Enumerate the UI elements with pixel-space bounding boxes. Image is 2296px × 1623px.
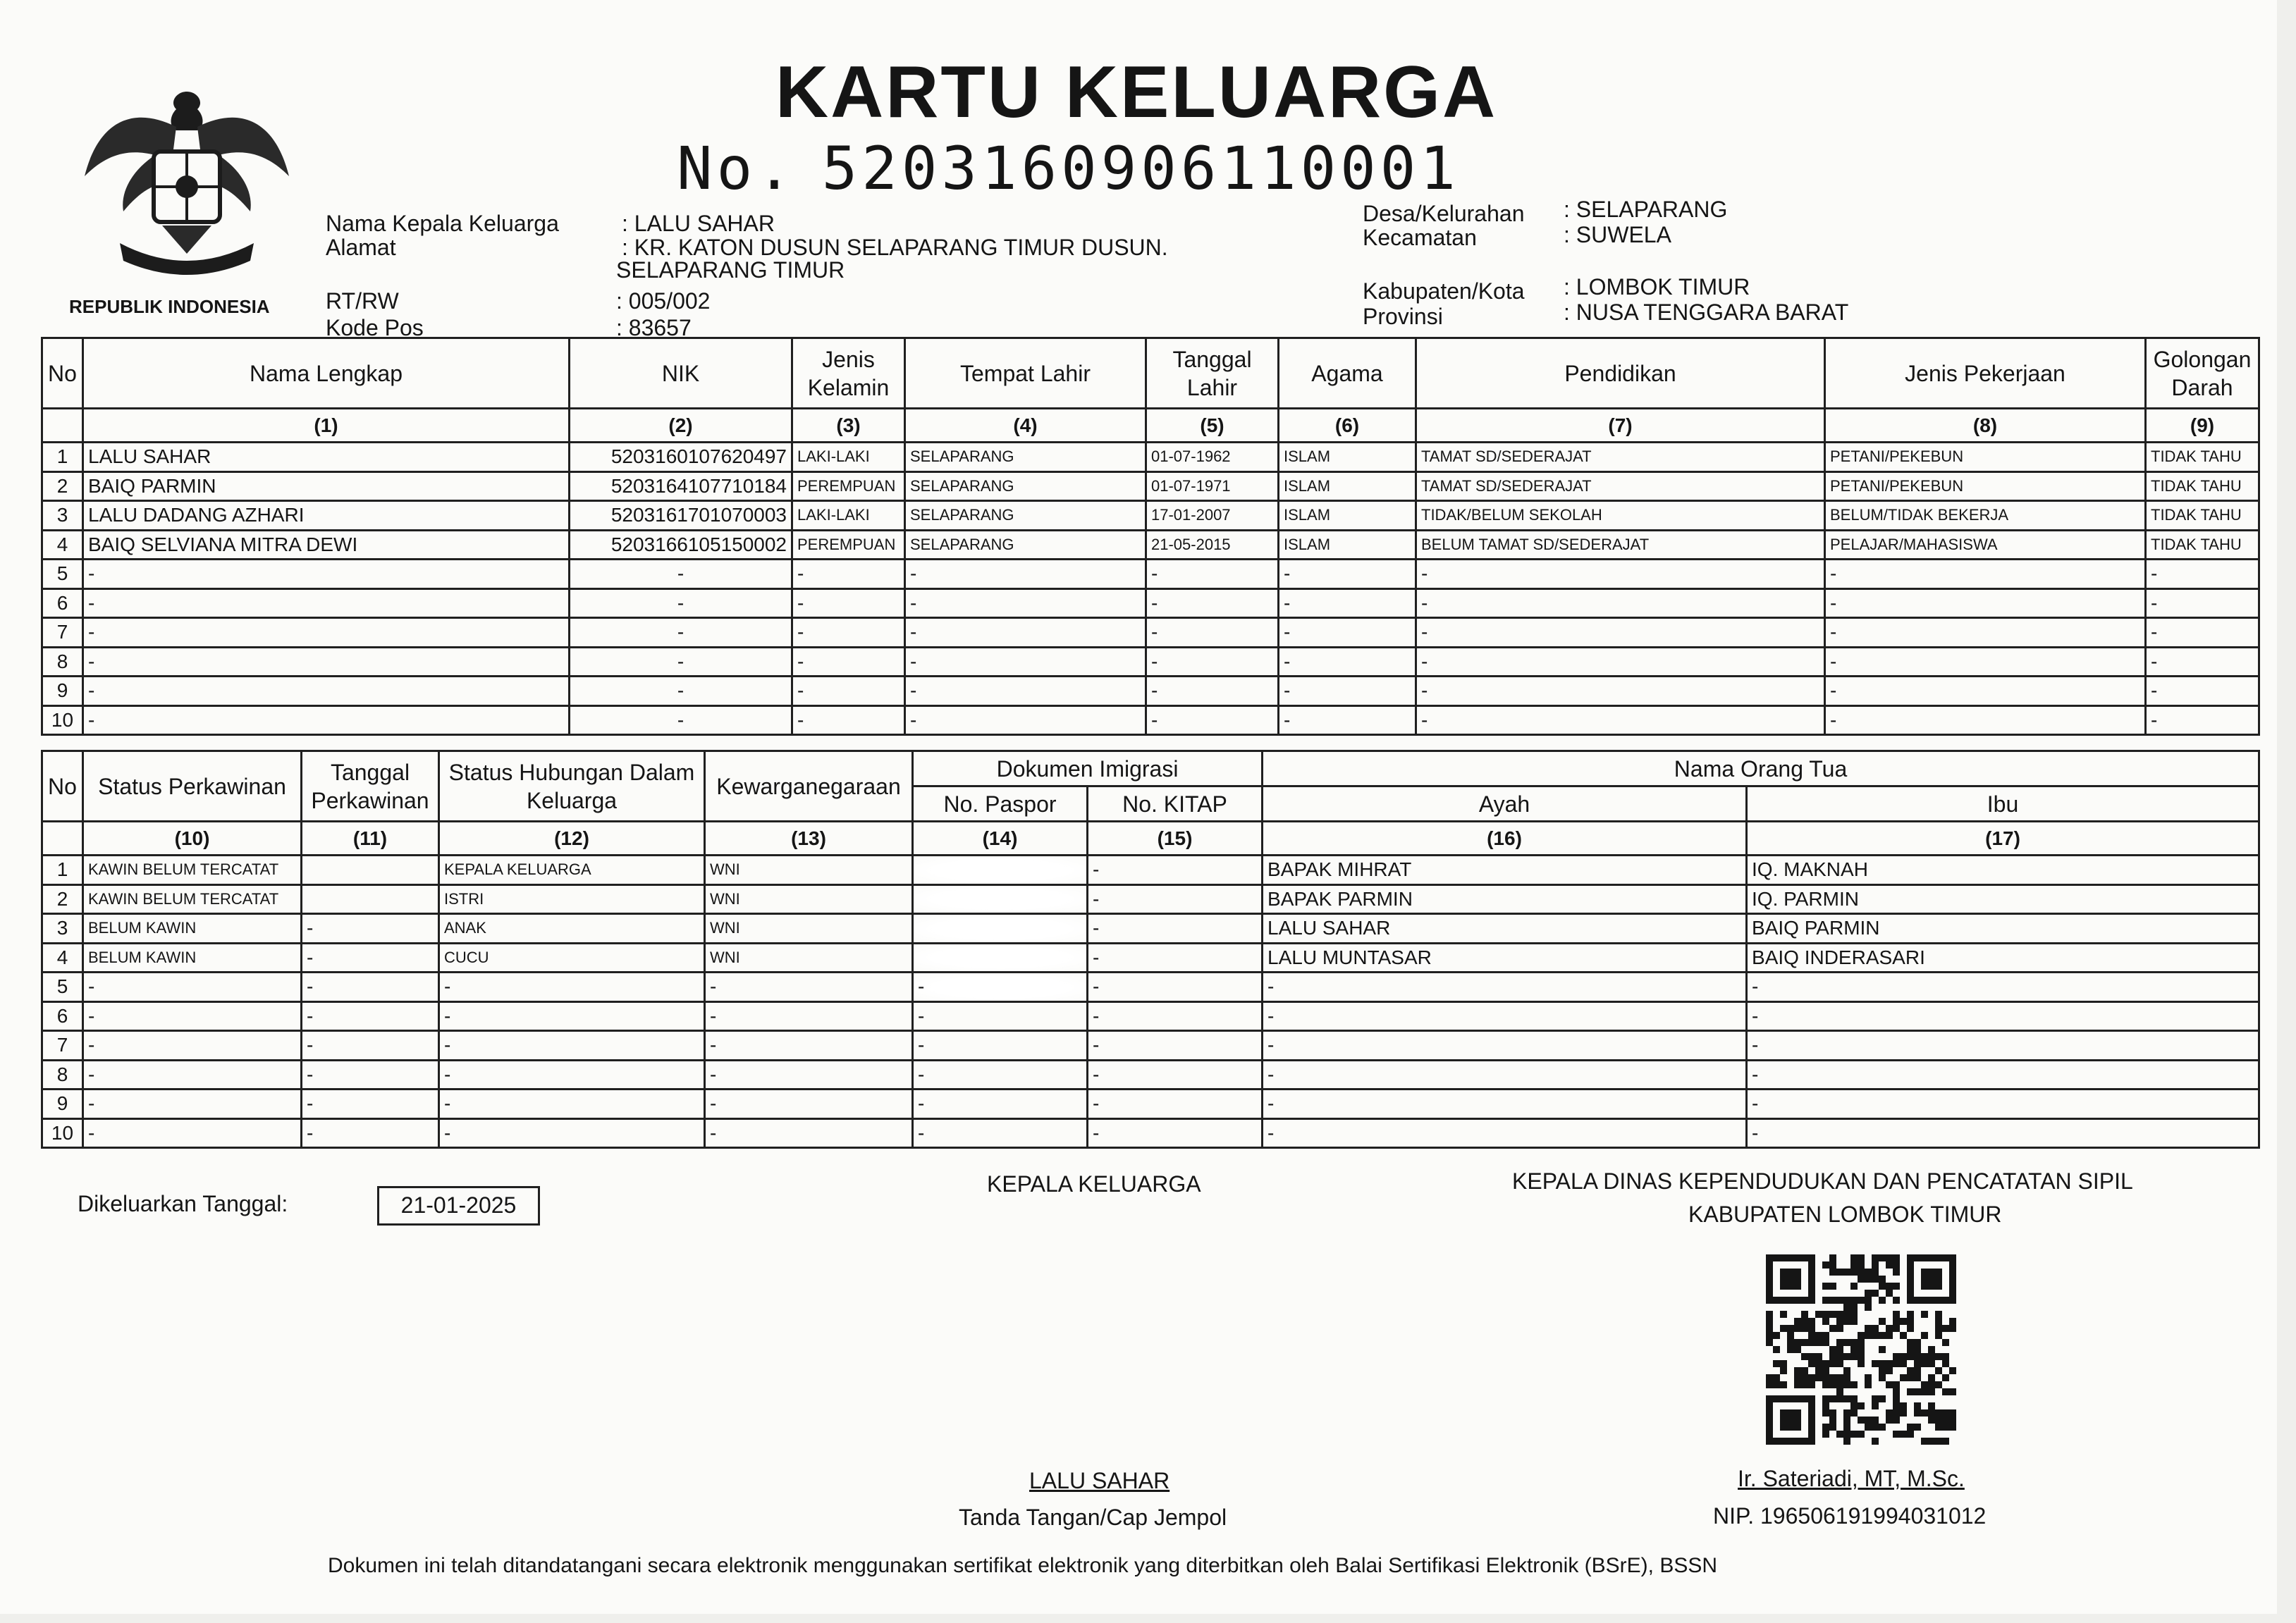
- cell-no-paspor: [913, 884, 1088, 914]
- cell-ayah: BAPAK MIHRAT: [1263, 856, 1747, 885]
- cell-ibu: -: [1747, 1031, 2259, 1061]
- row-number: 3: [42, 501, 83, 531]
- info-label-kepala: Nama Kepala Keluarga: [326, 211, 559, 236]
- cell-nik: 5203160107620497: [570, 443, 792, 472]
- cell-ibu: BAIQ INDERASARI: [1747, 943, 2259, 973]
- header-no-kitap: No. KITAP: [1088, 786, 1263, 822]
- cell-pekerjaan: -: [1825, 677, 2146, 706]
- cell-nik: -: [570, 705, 792, 735]
- table-row: [42, 618, 2259, 648]
- cell-tempat-lahir: SELAPARANG: [905, 501, 1146, 531]
- cell-tempat-lahir: -: [905, 647, 1146, 677]
- cell-pekerjaan: -: [1825, 588, 2146, 618]
- marital-parents-table: [41, 750, 2260, 1149]
- col-number: (4): [905, 409, 1146, 443]
- cell-tanggal-lahir: -: [1146, 705, 1279, 735]
- cell-status-perkawinan: KAWIN BELUM TERCATAT: [83, 856, 302, 885]
- cell-pendidikan: -: [1416, 560, 1825, 589]
- cell-ibu: -: [1747, 1001, 2259, 1031]
- cell-golongan-darah: TIDAK TAHU: [2146, 443, 2259, 472]
- table-row: [42, 856, 2259, 885]
- signature-caption: Tanda Tangan/Cap Jempol: [959, 1505, 1227, 1530]
- cell-kewarganegaraan: -: [705, 1031, 913, 1061]
- cell-status-perkawinan: -: [83, 1090, 302, 1119]
- cell-golongan-darah: -: [2146, 560, 2259, 589]
- cell-no-kitap: -: [1088, 1031, 1263, 1061]
- table2-number-row: [42, 822, 2259, 856]
- cell-kewarganegaraan: -: [705, 1118, 913, 1148]
- cell-tanggal-perkawinan: -: [302, 914, 439, 944]
- col-number: (10): [83, 822, 302, 856]
- cell-no-kitap: -: [1088, 1090, 1263, 1119]
- cell-status-hubungan: ISTRI: [439, 884, 705, 914]
- cell-ayah: BAPAK PARMIN: [1263, 884, 1747, 914]
- row-number: 4: [42, 530, 83, 560]
- official-nip: NIP. 196506191994031012: [1713, 1503, 1987, 1529]
- cell-no-paspor: -: [913, 973, 1088, 1002]
- cell-status-hubungan: -: [439, 1031, 705, 1061]
- cell-agama: -: [1279, 618, 1416, 648]
- header-tanggal-lahir: Tanggal Lahir: [1146, 338, 1279, 409]
- cell-no-kitap: -: [1088, 1001, 1263, 1031]
- cell-tanggal-perkawinan: [302, 884, 439, 914]
- cell-pekerjaan: PETANI/PEKEBUN: [1825, 471, 2146, 501]
- col-number: (14): [913, 822, 1088, 856]
- col-number: (8): [1825, 409, 2146, 443]
- info-value-kepala: : LALU SAHAR: [622, 211, 775, 236]
- table-row: [42, 443, 2259, 472]
- dinas-title-line2: KABUPATEN LOMBOK TIMUR: [1688, 1202, 2002, 1227]
- cell-status-perkawinan: BELUM KAWIN: [83, 914, 302, 944]
- cell-jenis-kelamin: -: [792, 618, 905, 648]
- cell-status-hubungan: KEPALA KELUARGA: [439, 856, 705, 885]
- row-number: 1: [42, 443, 83, 472]
- row-number: 7: [42, 1031, 83, 1061]
- cell-nik: -: [570, 560, 792, 589]
- row-number: 5: [42, 973, 83, 1002]
- cell-tanggal-perkawinan: -: [302, 943, 439, 973]
- kk-number-prefix: No.: [677, 134, 797, 203]
- header-nama: Nama Lengkap: [83, 338, 570, 409]
- col-number: (11): [302, 822, 439, 856]
- table-row: [42, 705, 2259, 735]
- cell-status-perkawinan: BELUM KAWIN: [83, 943, 302, 973]
- cell-agama: ISLAM: [1279, 530, 1416, 560]
- cell-golongan-darah: -: [2146, 647, 2259, 677]
- row-number: 5: [42, 560, 83, 589]
- cell-ayah: -: [1263, 1118, 1747, 1148]
- col-number: (3): [792, 409, 905, 443]
- info-label-kecamatan: Kecamatan: [1363, 225, 1477, 250]
- table-row: [42, 1090, 2259, 1119]
- cell-no-paspor: -: [913, 1060, 1088, 1090]
- table2-body: [42, 856, 2259, 1148]
- col-number: (6): [1279, 409, 1416, 443]
- cell-status-perkawinan: -: [83, 1118, 302, 1148]
- garuda-emblem-icon: [70, 78, 303, 289]
- col-number: (1): [83, 409, 570, 443]
- cell-nama: -: [83, 588, 570, 618]
- table-row: [42, 884, 2259, 914]
- info-value-kabupaten: : LOMBOK TIMUR: [1564, 274, 1750, 300]
- cell-ibu: IQ. PARMIN: [1747, 884, 2259, 914]
- cell-no-paspor: [913, 943, 1088, 973]
- cell-no-kitap: -: [1088, 856, 1263, 885]
- cell-no-paspor: -: [913, 1118, 1088, 1148]
- row-number: 8: [42, 1060, 83, 1090]
- cell-jenis-kelamin: LAKI-LAKI: [792, 501, 905, 531]
- cell-ayah: -: [1263, 1090, 1747, 1119]
- header-pekerjaan: Jenis Pekerjaan: [1825, 338, 2146, 409]
- row-number: 9: [42, 1090, 83, 1119]
- info-value-provinsi: : NUSA TENGGARA BARAT: [1564, 300, 1849, 325]
- col-number: (2): [570, 409, 792, 443]
- info-value-alamat-2: SELAPARANG TIMUR: [616, 257, 845, 283]
- issued-date-label: Dikeluarkan Tanggal:: [78, 1191, 288, 1216]
- cell-ayah: -: [1263, 1060, 1747, 1090]
- cell-tempat-lahir: -: [905, 705, 1146, 735]
- cell-no-kitap: -: [1088, 943, 1263, 973]
- cell-nama: LALU SAHAR: [83, 443, 570, 472]
- col-number: (7): [1416, 409, 1825, 443]
- info-value-kodepos: : 83657: [616, 315, 692, 340]
- cell-tanggal-perkawinan: -: [302, 973, 439, 1002]
- cell-jenis-kelamin: PEREMPUAN: [792, 530, 905, 560]
- kepala-keluarga-name: LALU SAHAR: [1029, 1468, 1170, 1493]
- cell-kewarganegaraan: -: [705, 1060, 913, 1090]
- cell-tanggal-perkawinan: -: [302, 1060, 439, 1090]
- row-number: 4: [42, 943, 83, 973]
- cell-golongan-darah: -: [2146, 705, 2259, 735]
- cell-pekerjaan: -: [1825, 618, 2146, 648]
- cell-ibu: -: [1747, 973, 2259, 1002]
- cell-golongan-darah: TIDAK TAHU: [2146, 501, 2259, 531]
- kk-number: [677, 134, 1460, 203]
- cell-pendidikan: -: [1416, 677, 1825, 706]
- header-status-perkawinan: Status Perkawinan: [83, 751, 302, 822]
- cell-status-perkawinan: -: [83, 973, 302, 1002]
- row-number: 1: [42, 856, 83, 885]
- number-cell-empty: [42, 822, 83, 856]
- cell-tanggal-lahir: -: [1146, 588, 1279, 618]
- cell-agama: -: [1279, 588, 1416, 618]
- header-agama: Agama: [1279, 338, 1416, 409]
- cell-golongan-darah: -: [2146, 618, 2259, 648]
- cell-nik: -: [570, 677, 792, 706]
- cell-tempat-lahir: SELAPARANG: [905, 530, 1146, 560]
- cell-pendidikan: -: [1416, 588, 1825, 618]
- table-row: [42, 501, 2259, 531]
- cell-jenis-kelamin: -: [792, 588, 905, 618]
- cell-jenis-kelamin: PEREMPUAN: [792, 471, 905, 501]
- cell-ibu: -: [1747, 1118, 2259, 1148]
- table-row: [42, 471, 2259, 501]
- table-row: [42, 530, 2259, 560]
- cell-nik: -: [570, 588, 792, 618]
- cell-nama: -: [83, 677, 570, 706]
- cell-jenis-kelamin: -: [792, 647, 905, 677]
- cell-pekerjaan: -: [1825, 647, 2146, 677]
- cell-agama: -: [1279, 705, 1416, 735]
- info-label-desa: Desa/Kelurahan: [1363, 201, 1525, 226]
- cell-tempat-lahir: SELAPARANG: [905, 443, 1146, 472]
- cell-tanggal-lahir: 01-07-1971: [1146, 471, 1279, 501]
- row-number: 6: [42, 1001, 83, 1031]
- row-number: 8: [42, 647, 83, 677]
- table-row: [42, 588, 2259, 618]
- cell-status-perkawinan: -: [83, 1060, 302, 1090]
- header-no: No: [42, 751, 83, 822]
- cell-no-paspor: -: [913, 1001, 1088, 1031]
- cell-tempat-lahir: -: [905, 677, 1146, 706]
- cell-nama: LALU DADANG AZHARI: [83, 501, 570, 531]
- cell-tanggal-lahir: -: [1146, 677, 1279, 706]
- header-pendidikan: Pendidikan: [1416, 338, 1825, 409]
- col-number: (9): [2146, 409, 2259, 443]
- info-label-provinsi: Provinsi: [1363, 304, 1443, 329]
- cell-ayah: -: [1263, 973, 1747, 1002]
- cell-no-paspor: [913, 856, 1088, 885]
- cell-jenis-kelamin: LAKI-LAKI: [792, 443, 905, 472]
- cell-no-kitap: -: [1088, 1060, 1263, 1090]
- row-number: 2: [42, 471, 83, 501]
- cell-kewarganegaraan: WNI: [705, 884, 913, 914]
- info-label-rtrw: RT/RW: [326, 288, 399, 314]
- header-dokumen-imigrasi: Dokumen Imigrasi: [913, 751, 1263, 786]
- cell-pendidikan: -: [1416, 647, 1825, 677]
- cell-nama: -: [83, 647, 570, 677]
- cell-ayah: LALU MUNTASAR: [1263, 943, 1747, 973]
- document-title: KARTU KELUARGA: [775, 51, 1498, 133]
- cell-status-hubungan: -: [439, 1060, 705, 1090]
- cell-tanggal-perkawinan: [302, 856, 439, 885]
- cell-no-kitap: -: [1088, 914, 1263, 944]
- cell-tanggal-lahir: -: [1146, 560, 1279, 589]
- cell-pekerjaan: PELAJAR/MAHASISWA: [1825, 530, 2146, 560]
- cell-ayah: -: [1263, 1031, 1747, 1061]
- cell-agama: ISLAM: [1279, 471, 1416, 501]
- info-label-kabupaten: Kabupaten/Kota: [1363, 278, 1525, 304]
- row-number: 10: [42, 705, 83, 735]
- row-number: 3: [42, 914, 83, 944]
- table-row: [42, 1001, 2259, 1031]
- cell-tempat-lahir: -: [905, 618, 1146, 648]
- cell-no-kitap: -: [1088, 1118, 1263, 1148]
- official-name: Ir. Sateriadi, MT, M.Sc.: [1738, 1466, 1965, 1491]
- cell-pekerjaan: BELUM/TIDAK BEKERJA: [1825, 501, 2146, 531]
- cell-tanggal-perkawinan: -: [302, 1118, 439, 1148]
- kepala-keluarga-label: KEPALA KELUARGA: [987, 1171, 1201, 1197]
- col-number: (13): [705, 822, 913, 856]
- table-row: [42, 647, 2259, 677]
- cell-tempat-lahir: -: [905, 560, 1146, 589]
- header-golongan-darah: Golongan Darah: [2146, 338, 2259, 409]
- header-status-hubungan: Status Hubungan Dalam Keluarga: [439, 751, 705, 822]
- cell-nama: -: [83, 705, 570, 735]
- row-number: 6: [42, 588, 83, 618]
- cell-nama: -: [83, 618, 570, 648]
- table-row: [42, 914, 2259, 944]
- cell-no-paspor: -: [913, 1031, 1088, 1061]
- table2-header-row-1: [42, 751, 2259, 786]
- cell-golongan-darah: TIDAK TAHU: [2146, 530, 2259, 560]
- table-row: [42, 973, 2259, 1002]
- cell-status-hubungan: -: [439, 1090, 705, 1119]
- qr-code-icon: [1766, 1254, 1956, 1445]
- info-label-kodepos: Kode Pos: [326, 315, 424, 340]
- household-info-right: [1363, 197, 1997, 334]
- cell-pendidikan: TAMAT SD/SEDERAJAT: [1416, 443, 1825, 472]
- issued-date-value: 21-01-2025: [377, 1186, 540, 1226]
- table-row: [42, 560, 2259, 589]
- header-tempat-lahir: Tempat Lahir: [905, 338, 1146, 409]
- cell-no-paspor: [913, 914, 1088, 944]
- cell-agama: ISLAM: [1279, 501, 1416, 531]
- cell-tanggal-lahir: -: [1146, 618, 1279, 648]
- cell-ayah: LALU SAHAR: [1263, 914, 1747, 944]
- cell-tanggal-perkawinan: -: [302, 1031, 439, 1061]
- row-number: 7: [42, 618, 83, 648]
- cell-tanggal-lahir: 17-01-2007: [1146, 501, 1279, 531]
- cell-kewarganegaraan: -: [705, 973, 913, 1002]
- cell-jenis-kelamin: -: [792, 560, 905, 589]
- info-value-kecamatan: : SUWELA: [1564, 222, 1671, 247]
- cell-tanggal-lahir: 21-05-2015: [1146, 530, 1279, 560]
- cell-pekerjaan: -: [1825, 560, 2146, 589]
- cell-tanggal-perkawinan: -: [302, 1001, 439, 1031]
- info-value-rtrw: : 005/002: [616, 288, 711, 314]
- cell-nik: -: [570, 647, 792, 677]
- cell-kewarganegaraan: -: [705, 1090, 913, 1119]
- cell-no-kitap: -: [1088, 884, 1263, 914]
- cell-ibu: -: [1747, 1090, 2259, 1119]
- cell-nik: 5203164107710184: [570, 471, 792, 501]
- cell-ibu: IQ. MAKNAH: [1747, 856, 2259, 885]
- row-number: 9: [42, 677, 83, 706]
- info-label-alamat: Alamat: [326, 235, 396, 260]
- header-kewarganegaraan: Kewarganegaraan: [705, 751, 913, 822]
- table1-number-row: [42, 409, 2259, 443]
- cell-nik: 5203166105150002: [570, 530, 792, 560]
- cell-pendidikan: -: [1416, 618, 1825, 648]
- cell-nik: -: [570, 618, 792, 648]
- cell-status-hubungan: ANAK: [439, 914, 705, 944]
- cell-nik: 5203161701070003: [570, 501, 792, 531]
- cell-pekerjaan: -: [1825, 705, 2146, 735]
- cell-nama: -: [83, 560, 570, 589]
- electronic-signature-disclaimer: Dokumen ini telah ditandatangani secara elektronik menggunakan sertifikat elektronik yang diterbitkan oleh Balai Sertifikasi Elektronik (BSrE), BSSN: [328, 1554, 1718, 1577]
- republik-indonesia-label: REPUBLIK INDONESIA: [69, 296, 270, 317]
- col-number: (5): [1146, 409, 1279, 443]
- row-number: 10: [42, 1118, 83, 1148]
- col-number: (15): [1088, 822, 1263, 856]
- cell-jenis-kelamin: -: [792, 677, 905, 706]
- cell-pendidikan: -: [1416, 705, 1825, 735]
- row-number: 2: [42, 884, 83, 914]
- cell-pendidikan: TAMAT SD/SEDERAJAT: [1416, 471, 1825, 501]
- cell-kewarganegaraan: -: [705, 1001, 913, 1031]
- table-row: [42, 1031, 2259, 1061]
- header-tanggal-perkawinan: Tanggal Perkawinan: [302, 751, 439, 822]
- table1-header-row: [42, 338, 2259, 409]
- cell-status-hubungan: -: [439, 1001, 705, 1031]
- cell-tanggal-lahir: 01-07-1962: [1146, 443, 1279, 472]
- number-cell-empty: [42, 409, 83, 443]
- cell-nama: BAIQ PARMIN: [83, 471, 570, 501]
- header-no-paspor: No. Paspor: [913, 786, 1088, 822]
- cell-golongan-darah: TIDAK TAHU: [2146, 471, 2259, 501]
- cell-status-perkawinan: KAWIN BELUM TERCATAT: [83, 884, 302, 914]
- header-nama-orang-tua: Nama Orang Tua: [1263, 751, 2259, 786]
- cell-tanggal-lahir: -: [1146, 647, 1279, 677]
- cell-kewarganegaraan: WNI: [705, 914, 913, 944]
- table-row: [42, 677, 2259, 706]
- info-value-alamat: : KR. KATON DUSUN SELAPARANG TIMUR DUSUN.: [622, 235, 1168, 260]
- cell-tempat-lahir: SELAPARANG: [905, 471, 1146, 501]
- table-row: [42, 1118, 2259, 1148]
- col-number: (12): [439, 822, 705, 856]
- cell-status-hubungan: -: [439, 1118, 705, 1148]
- household-info-left: [326, 210, 1313, 344]
- cell-jenis-kelamin: -: [792, 705, 905, 735]
- header-nik: NIK: [570, 338, 792, 409]
- info-value-desa: : SELAPARANG: [1564, 197, 1728, 222]
- family-members-table: [41, 337, 2260, 736]
- cell-no-paspor: -: [913, 1090, 1088, 1119]
- cell-pendidikan: TIDAK/BELUM SEKOLAH: [1416, 501, 1825, 531]
- cell-status-perkawinan: -: [83, 1001, 302, 1031]
- cell-status-hubungan: -: [439, 973, 705, 1002]
- cell-golongan-darah: -: [2146, 677, 2259, 706]
- cell-ayah: -: [1263, 1001, 1747, 1031]
- col-number: (17): [1747, 822, 2259, 856]
- cell-nama: BAIQ SELVIANA MITRA DEWI: [83, 530, 570, 560]
- cell-agama: -: [1279, 677, 1416, 706]
- cell-agama: -: [1279, 647, 1416, 677]
- col-number: (16): [1263, 822, 1747, 856]
- cell-tempat-lahir: -: [905, 588, 1146, 618]
- table-row: [42, 943, 2259, 973]
- header-ayah: Ayah: [1263, 786, 1747, 822]
- cell-no-kitap: -: [1088, 973, 1263, 1002]
- cell-kewarganegaraan: WNI: [705, 856, 913, 885]
- cell-tanggal-perkawinan: -: [302, 1090, 439, 1119]
- cell-status-perkawinan: -: [83, 1031, 302, 1061]
- header-no: No: [42, 338, 83, 409]
- cell-pendidikan: BELUM TAMAT SD/SEDERAJAT: [1416, 530, 1825, 560]
- dinas-title-line1: KEPALA DINAS KEPENDUDUKAN DAN PENCATATAN SIPIL: [1512, 1168, 2133, 1194]
- header-ibu: Ibu: [1747, 786, 2259, 822]
- header-jenis-kelamin: Jenis Kelamin: [792, 338, 905, 409]
- cell-ibu: BAIQ PARMIN: [1747, 914, 2259, 944]
- table-row: [42, 1060, 2259, 1090]
- cell-agama: -: [1279, 560, 1416, 589]
- cell-status-hubungan: CUCU: [439, 943, 705, 973]
- cell-pekerjaan: PETANI/PEKEBUN: [1825, 443, 2146, 472]
- cell-ibu: -: [1747, 1060, 2259, 1090]
- cell-agama: ISLAM: [1279, 443, 1416, 472]
- cell-kewarganegaraan: WNI: [705, 943, 913, 973]
- table1-body: [42, 443, 2259, 735]
- kk-number-value: 5203160906110001: [821, 134, 1460, 203]
- cell-golongan-darah: -: [2146, 588, 2259, 618]
